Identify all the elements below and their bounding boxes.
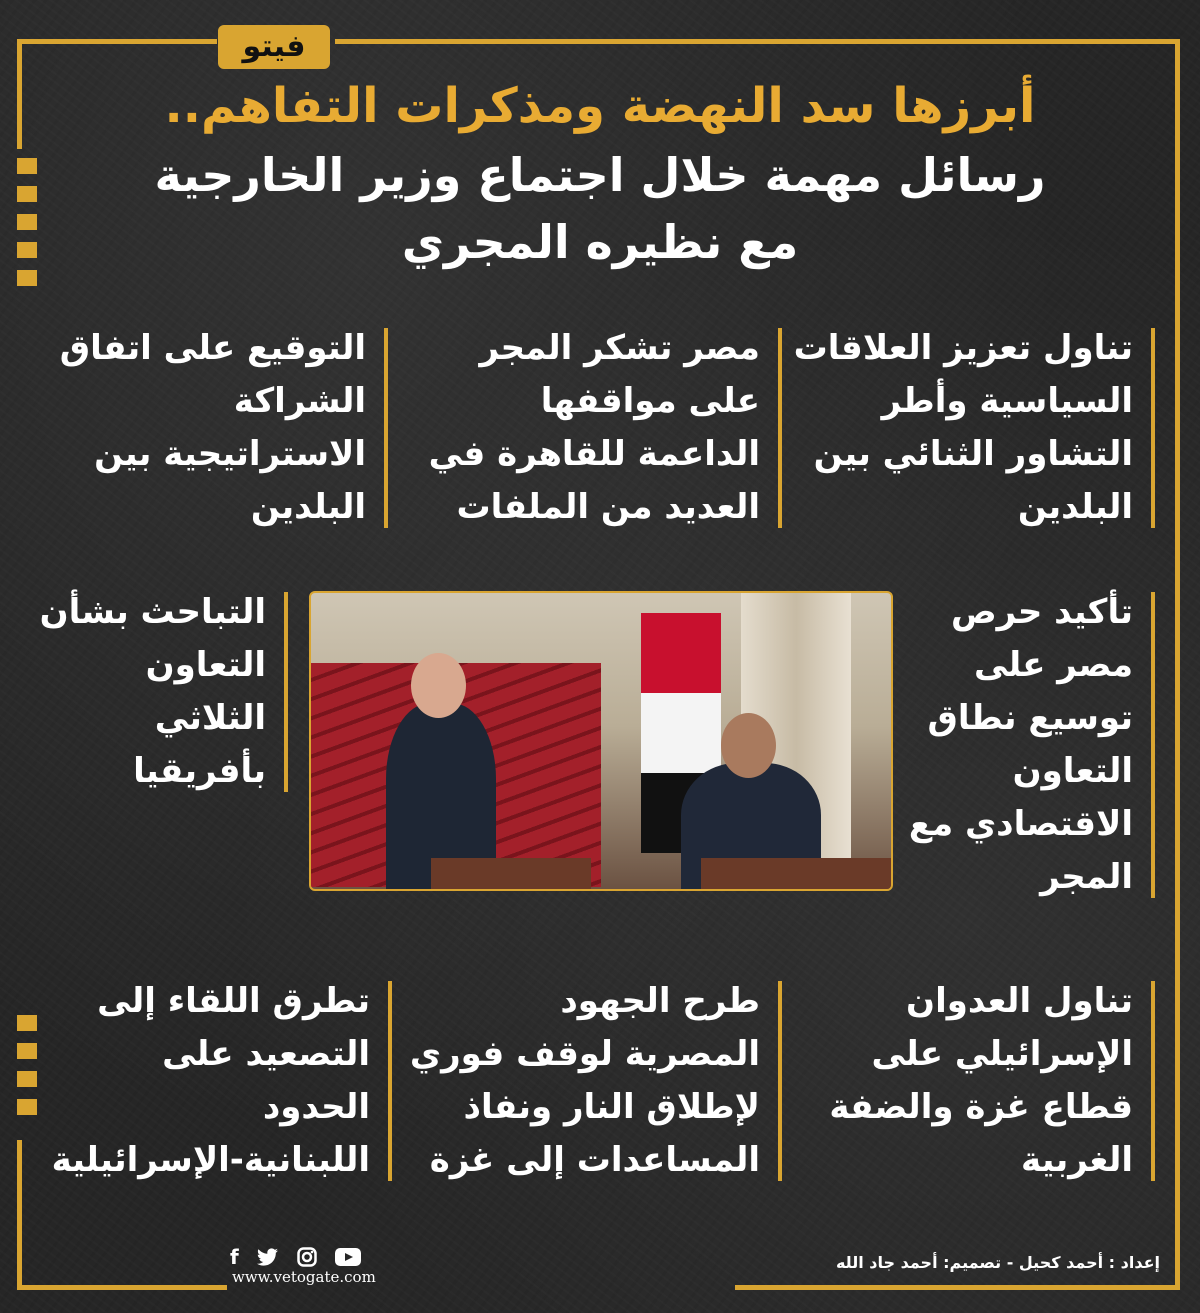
point-line: طرح الجهود bbox=[560, 981, 760, 1021]
frame-ticks-top bbox=[17, 158, 37, 298]
point-line: تطرق اللقاء إلى bbox=[97, 981, 370, 1021]
point-line: الغربية bbox=[1020, 1140, 1133, 1180]
point-line: مصر على bbox=[973, 645, 1133, 685]
headline-line-1: أبرزها سد النهضة ومذكرات التفاهم.. bbox=[164, 78, 1036, 134]
frame-bottom-right-line bbox=[735, 1285, 1180, 1290]
youtube-icon[interactable] bbox=[335, 1247, 361, 1267]
point-line: البلدين bbox=[250, 487, 366, 527]
point-line: التصعيد على bbox=[162, 1034, 370, 1074]
point-line: قطاع غزة والضفة bbox=[829, 1087, 1133, 1127]
frame-bottom-line bbox=[17, 1285, 227, 1290]
point-line: تناول تعزيز العلاقات bbox=[793, 328, 1133, 368]
twitter-icon[interactable] bbox=[257, 1248, 279, 1266]
podium-right bbox=[701, 858, 891, 889]
point-line: توسيع نطاق bbox=[927, 698, 1133, 738]
point-bar bbox=[384, 328, 388, 528]
point-bar bbox=[778, 328, 782, 528]
website-url[interactable]: www.vetogate.com bbox=[232, 1268, 376, 1286]
point-strategic-partnership bbox=[60, 322, 388, 534]
point-line: تأكيد حرص bbox=[950, 592, 1133, 632]
point-bar bbox=[284, 592, 288, 792]
point-ceasefire-efforts bbox=[410, 975, 782, 1187]
point-line: التشاور الثنائي بين bbox=[813, 434, 1133, 474]
point-line: التعاون bbox=[145, 645, 266, 685]
point-lebanon-border bbox=[52, 975, 392, 1187]
point-line: الاستراتيجية بين bbox=[94, 434, 366, 474]
point-line: التوقيع على اتفاق bbox=[59, 328, 366, 368]
point-line: على مواقفها bbox=[540, 381, 760, 421]
point-line: التباحث بشأن bbox=[39, 592, 266, 632]
point-political-relations bbox=[794, 322, 1155, 534]
point-line: المصرية لوقف فوري bbox=[409, 1034, 760, 1074]
point-bar bbox=[1151, 981, 1155, 1181]
brand-logo: فيتو bbox=[218, 25, 330, 69]
frame-ticks-bottom bbox=[17, 1015, 37, 1127]
point-bar bbox=[778, 981, 782, 1181]
hungarian-minister-head bbox=[411, 653, 466, 718]
point-line: مصر تشكر المجر bbox=[479, 328, 760, 368]
point-line: تناول العدوان bbox=[906, 981, 1133, 1021]
point-line: البلدين bbox=[1017, 487, 1133, 527]
point-line: التعاون bbox=[1012, 751, 1133, 791]
frame-right-line bbox=[1175, 39, 1180, 1289]
ministers-press-conference-photo bbox=[309, 591, 893, 891]
point-line: الثلاثي bbox=[154, 698, 266, 738]
point-line: الإسرائيلي على bbox=[871, 1034, 1133, 1074]
point-line: المساعدات إلى غزة bbox=[429, 1140, 760, 1180]
credits: إعداد : أحمد كحيل - تصميم: أحمد جاد الله bbox=[835, 1253, 1160, 1272]
frame-left-lower-line bbox=[17, 1140, 22, 1290]
point-egypt-thanks-hungary bbox=[429, 322, 782, 534]
headline-line-3: مع نظيره المجري bbox=[401, 215, 799, 269]
point-line: لإطلاق النار ونفاذ bbox=[463, 1087, 760, 1127]
point-trilateral-africa bbox=[40, 586, 288, 798]
point-line: بأفريقيا bbox=[133, 751, 266, 791]
point-bar bbox=[1151, 592, 1155, 898]
point-line: الحدود bbox=[262, 1087, 370, 1127]
point-bar bbox=[388, 981, 392, 1181]
point-line: السياسية وأطر bbox=[881, 381, 1133, 421]
point-line: الشراكة bbox=[233, 381, 366, 421]
egyptian-minister-head bbox=[721, 713, 776, 778]
frame-left-line bbox=[17, 39, 22, 149]
frame-top-line bbox=[17, 39, 217, 44]
facebook-icon[interactable]: f bbox=[230, 1245, 239, 1269]
frame-top-right-line bbox=[335, 39, 1180, 44]
podium-left bbox=[431, 858, 591, 889]
instagram-icon[interactable] bbox=[297, 1247, 317, 1267]
point-line: المجر bbox=[1040, 857, 1133, 897]
point-line: الداعمة للقاهرة في bbox=[428, 434, 760, 474]
social-icons bbox=[230, 1245, 361, 1269]
point-bar bbox=[1151, 328, 1155, 528]
point-line: الاقتصادي مع bbox=[908, 804, 1133, 844]
point-economic-cooperation bbox=[909, 586, 1155, 904]
headline-line-2: رسائل مهمة خلال اجتماع وزير الخارجية bbox=[154, 148, 1046, 202]
point-line: اللبنانية-الإسرائيلية bbox=[51, 1140, 370, 1180]
point-line: العديد من الملفات bbox=[456, 487, 760, 527]
point-israeli-aggression bbox=[829, 975, 1155, 1187]
